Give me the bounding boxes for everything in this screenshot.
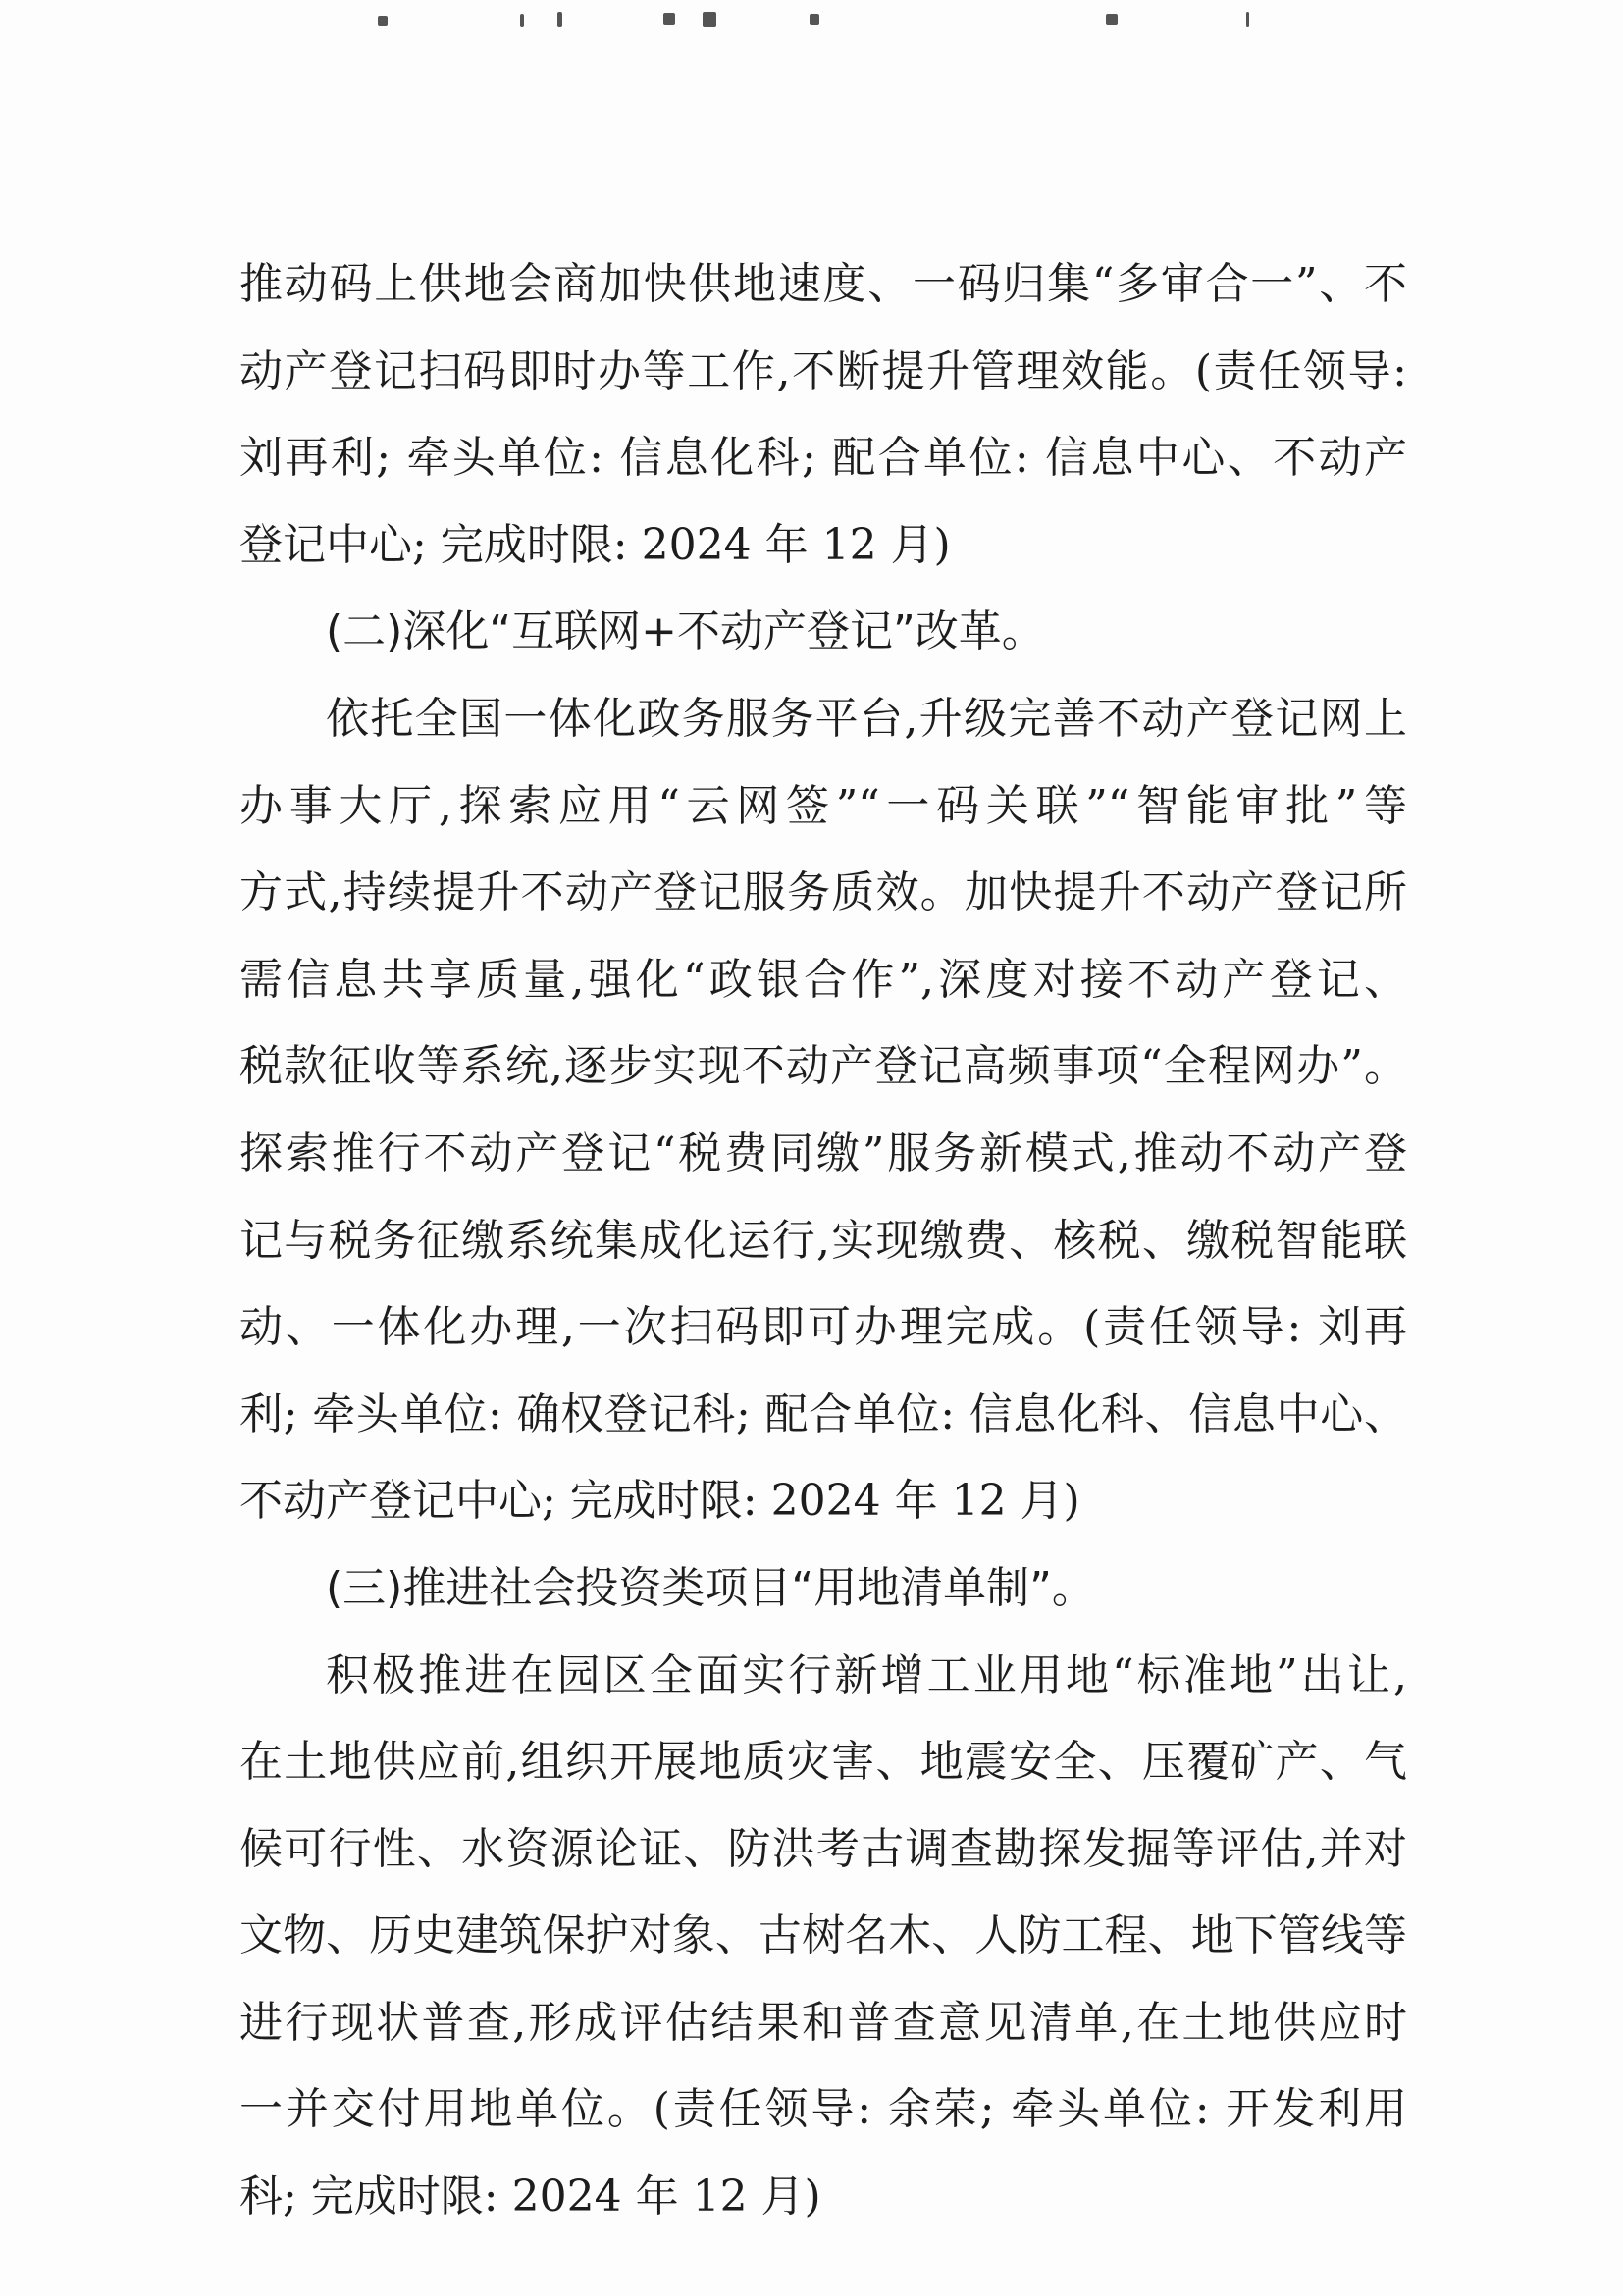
paragraph-line: 进行现状普查,形成评估结果和普查意见清单,在土地供应时 xyxy=(239,1997,1407,2048)
paragraph-line: 登记中心; 完成时限: 2024 年 12 月) xyxy=(239,519,951,570)
paragraph-line: 推动码上供地会商加快供地速度、一码归集“多审合一”、不 xyxy=(239,259,1407,309)
paragraph-line: 不动产登记中心; 完成时限: 2024 年 12 月) xyxy=(239,1476,1080,1527)
scan-artifacts xyxy=(0,0,1623,39)
scan-mark xyxy=(1106,14,1118,25)
scan-mark xyxy=(703,12,716,27)
paragraph-line: 依托全国一体化政务服务平台,升级完善不动产登记网上 xyxy=(326,693,1407,744)
paragraph-line: 方式,持续提升不动产登记服务质效。加快提升不动产登记所 xyxy=(239,867,1407,918)
scan-mark xyxy=(1246,12,1249,27)
document-body xyxy=(239,241,1407,2241)
paragraph-line: 动、一体化办理,一次扫码即可办理完成。(责任领导: 刘再 xyxy=(239,1302,1407,1353)
paragraph-line: 税款征收等系统,逐步实现不动产登记高频事项“全程网办”。 xyxy=(239,1041,1407,1092)
paragraph-line: 一并交付用地单位。(责任领导: 余荣; 牵头单位: 开发利用 xyxy=(239,2084,1407,2135)
paragraph-line: 刘再利; 牵头单位: 信息化科; 配合单位: 信息中心、不动产 xyxy=(239,433,1407,484)
section-heading: (三)推进社会投资类项目“用地清单制”。 xyxy=(326,1562,1095,1613)
paragraph-line: 需信息共享质量,强化“政银合作”,深度对接不动产登记、 xyxy=(239,954,1407,1005)
paragraph-line: 候可行性、水资源论证、防洪考古调查勘探发掘等评估,并对 xyxy=(239,1823,1407,1874)
paragraph-line: 办事大厅,探索应用“云网签”“一码关联”“智能审批”等 xyxy=(239,780,1407,831)
paragraph-line: 在土地供应前,组织开展地质灾害、地震安全、压覆矿产、气 xyxy=(239,1737,1407,1788)
scan-mark xyxy=(810,14,819,25)
scan-mark xyxy=(557,12,562,27)
paragraph-line: 探索推行不动产登记“税费同缴”服务新模式,推动不动产登 xyxy=(239,1127,1407,1178)
paragraph-line: 文物、历史建筑保护对象、古树名木、人防工程、地下管线等 xyxy=(239,1910,1407,1961)
paragraph-line: 动产登记扫码即时办等工作,不断提升管理效能。(责任领导: xyxy=(239,345,1407,396)
paragraph-line: 积极推进在园区全面实行新增工业用地“标准地”出让, xyxy=(326,1649,1407,1700)
paragraph-line: 记与税务征缴系统集成化运行,实现缴费、核税、缴税智能联 xyxy=(239,1215,1407,1266)
paragraph-line: 利; 牵头单位: 确权登记科; 配合单位: 信息化科、信息中心、 xyxy=(239,1388,1407,1439)
paragraph-line: 科; 完成时限: 2024 年 12 月) xyxy=(239,2171,821,2222)
section-heading: (二)深化“互联网+不动产登记”改革。 xyxy=(326,606,1045,657)
scan-mark xyxy=(520,14,524,27)
scan-mark xyxy=(663,13,675,25)
scan-mark xyxy=(378,16,388,26)
